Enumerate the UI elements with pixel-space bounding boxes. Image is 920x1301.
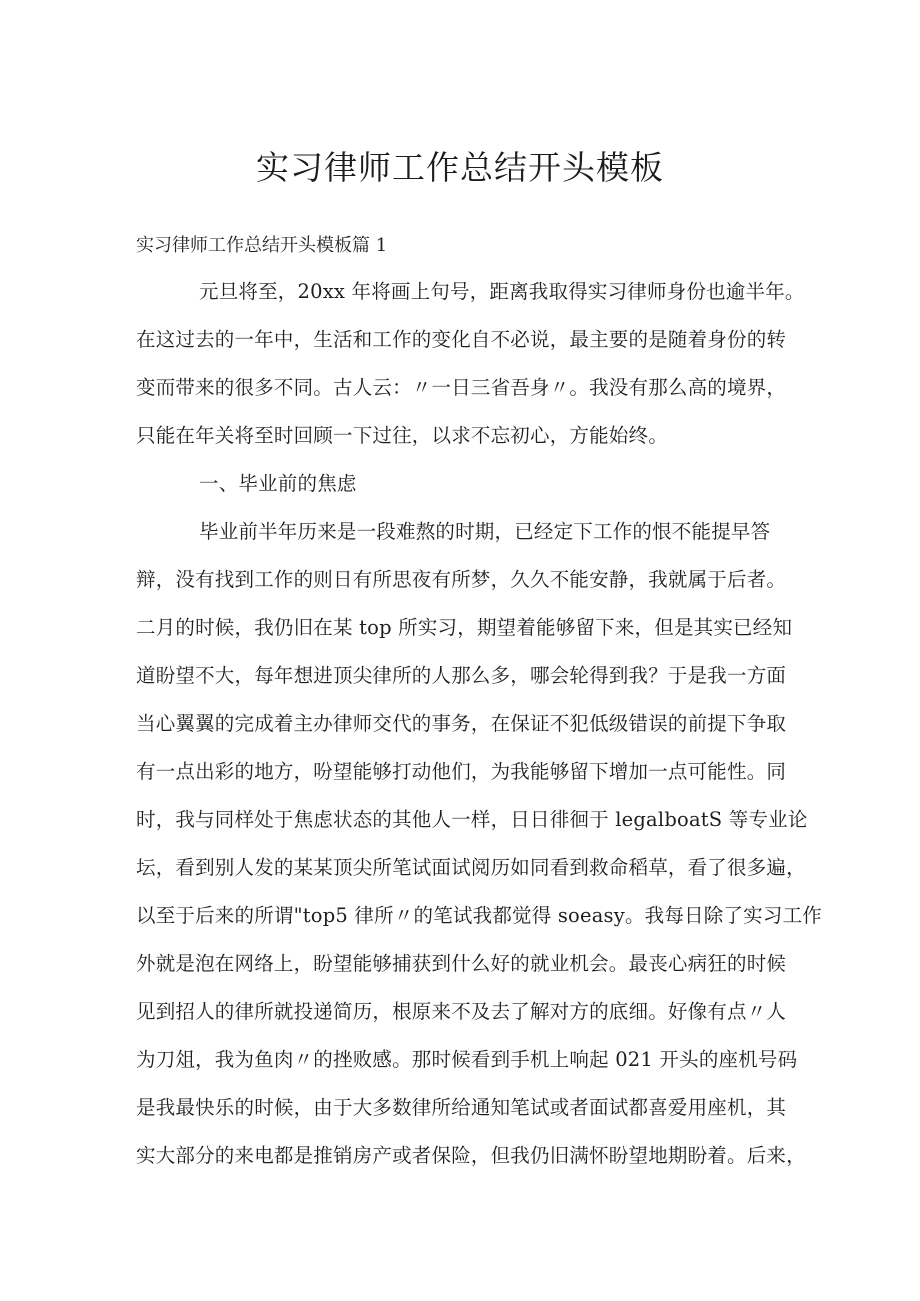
- paragraph-line: 是我最快乐的时候，由于大多数律所给通知笔试或者面试都喜爱用座机，其: [136, 1096, 787, 1119]
- paragraph-line: 坛，看到别人发的某某顶尖所笔试面试阅历如同看到救命稻草，看了很多遍，: [136, 856, 806, 879]
- paragraph-line: 为刀俎，我为鱼肉〃的挫败感。那时候看到手机上响起 021 开头的座机号码: [136, 1048, 798, 1071]
- paragraph-line: 实大部分的来电都是推销房产或者保险，但我仍旧满怀盼望地期盼着。后来，: [136, 1144, 806, 1167]
- paragraph-line: 变而带来的很多不同。古人云：〃一日三省吾身〃。我没有那么高的境界，: [136, 376, 787, 399]
- subheading: 一、毕业前的焦虑: [199, 472, 357, 495]
- paragraph-line: 时，我与同样处于焦虑状态的其他人一样，日日徘徊于 legalboatS 等专业论: [136, 808, 808, 831]
- paragraph-line: 二月的时候，我仍旧在某 top 所实习，期望着能够留下来，但是其实已经知: [136, 616, 793, 639]
- paragraph-line: 元旦将至，20xx 年将画上句号，距离我取得实习律师身份也逾半年。: [199, 280, 805, 303]
- document-body: [136, 278, 822, 1190]
- paragraph-line: 当心翼翼的完成着主办律师交代的事务，在保证不犯低级错误的前提下争取: [136, 712, 787, 735]
- paragraph-line: 外就是泡在网络上，盼望能够捕获到什么好的就业机会。最丧心病狂的时候: [136, 952, 787, 975]
- paragraph-line: 在这过去的一年中，生活和工作的变化自不必说，最主要的是随着身份的转: [136, 328, 787, 351]
- paragraph-line: 道盼望不大，每年想进顶尖律所的人那么多，哪会轮得到我？于是我一方面: [136, 664, 787, 687]
- paragraph-line: 毕业前半年历来是一段难熬的时期，已经定下工作的恨不能提早答: [199, 520, 771, 543]
- paragraph-line: 有一点出彩的地方，吩望能够打动他们，为我能够留下增加一点可能性。同: [136, 760, 787, 783]
- paragraph-line: 以至于后来的所谓"top5 律所〃的笔试我都觉得 soeasy。我每日除了实习工作: [136, 904, 822, 927]
- section-title: 实习律师工作总结开头模板篇 1: [136, 235, 388, 256]
- paragraph-line: 辩，没有找到工作的则日有所思夜有所梦，久久不能安静，我就属于后者。: [136, 568, 787, 591]
- paragraph-line: 只能在年关将至时回顾一下过往，以求不忘初心，方能始终。: [136, 424, 668, 447]
- paragraph-line: 见到招人的律所就投递简历，根原来不及去了解对方的底细。好像有点〃人: [136, 1000, 787, 1023]
- document-title: 实习律师工作总结开头模板: [256, 148, 664, 187]
